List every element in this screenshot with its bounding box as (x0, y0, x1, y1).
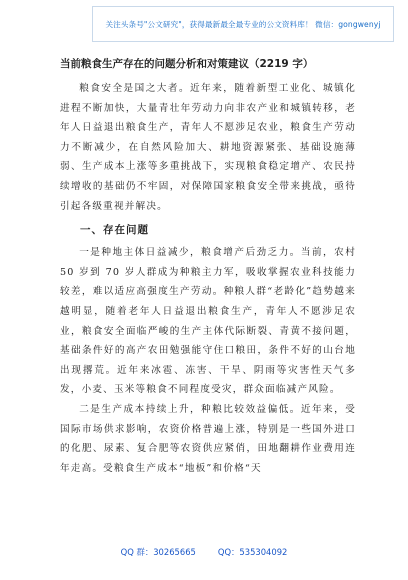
section-heading-problems: 一、存在问题 (80, 224, 149, 237)
footer-qq-group: QQ 群：30265665 (120, 547, 196, 557)
header-banner (92, 6, 394, 42)
intro-paragraph: 粮食安全是国之大者。近年来，随着新型工业化、城镇化进程不断加快，大量青壮年劳动力向非农产业和城镇转移，老年人日益退出粮食生产，青年人不愿涉足农业，粮食生产劳动力不断减少，在自然风险加大、耕地资源紧张、基础设施薄弱、生产成本上涨等多重挑战下，实现粮食稳定增产、农民持续增收的基础仍不牢固，对保障国家粮食安全带来挑战，亟待引起各级重视并解决。 (60, 83, 356, 212)
document-title: 当前粮食生产存在的问题分析和对策建议（2219 字） (60, 58, 314, 70)
footer-qq: QQ：535304092 (217, 547, 288, 557)
footer-contact (0, 546, 408, 558)
problem-paragraph-2: 二是生产成本持续上升，种粮比较效益偏低。近年来，受国际市场供求影响，农资价格普遍上涨，特别是一些国外进口的化肥、尿素、复合肥等农资供应紧俏，田地翻耕作业费用连年走高。受粮食生产成本“地板”和价格“天 (60, 403, 356, 474)
header-banner-text: 关注头条号"公文研究"，获得最新最全最专业的公文资料库！ 微信：gongwenyj (105, 19, 381, 29)
problem-paragraph-1: 一是种地主体日益减少，粮食增产后劲乏力。当前，农村 50 岁到 70 岁人群成为种粮主力军，吸收掌握农业科技能力较差，难以适应高强度生产劳动。种粮人群“老龄化”趋势越来越明显，随着老年人日益退出粮食生产，青年人不愿涉足农业，粮食安全面临严峻的生产主体代际断裂、青黄不接问题，基础条件好的高产农田勉强能守住口粮田，条件不好的山台地出现撂荒。近年来冰雹、冻害、干旱、阴雨等灾害性天气多发，小麦、玉米等粮食不同程度受灾，群众面临减产风险。 (60, 247, 356, 396)
document-body (60, 79, 356, 478)
